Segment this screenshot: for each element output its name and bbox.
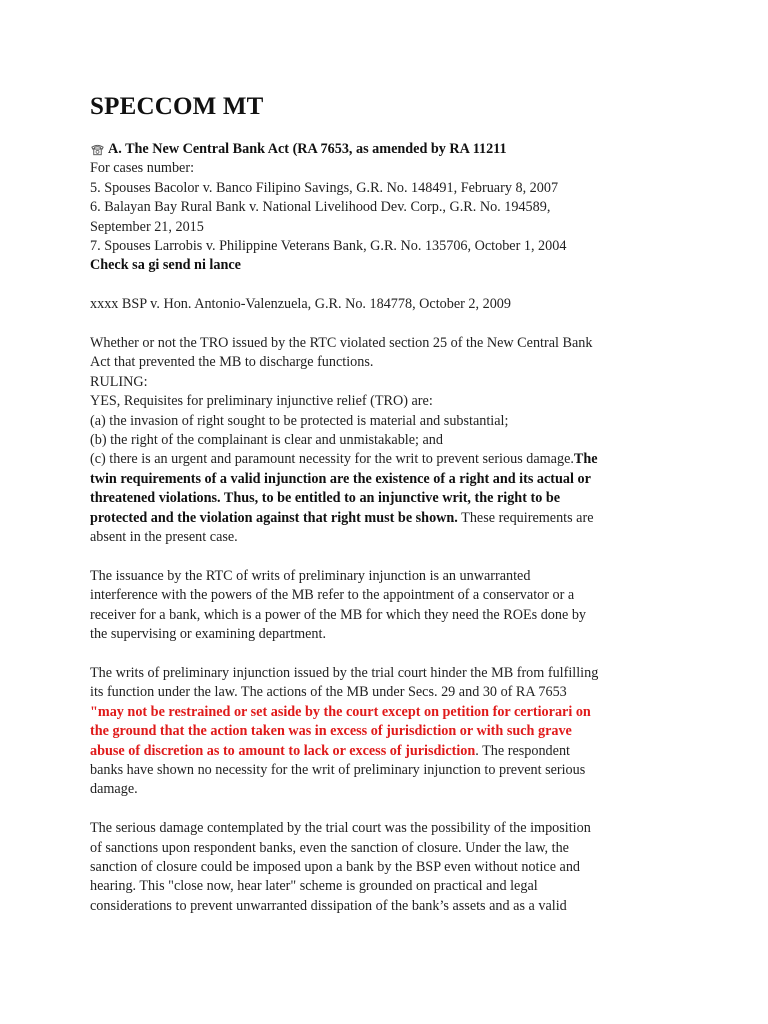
paragraph-line: damage. xyxy=(90,781,138,798)
paragraph-line: interference with the powers of the MB refer to the appointment of a conservator or a xyxy=(90,587,575,604)
telephone-icon xyxy=(90,143,105,157)
paragraph-line: absent in the present case. xyxy=(90,529,238,546)
paragraph-line: hearing. This "close now, hear later" scheme is grounded on practical and legal xyxy=(90,878,538,895)
issue-line: Act that prevented the MB to discharge functions. xyxy=(90,354,374,371)
red-emphasis-line xyxy=(90,742,680,761)
after-bold-text: These requirements are xyxy=(457,509,594,526)
document-page xyxy=(90,92,680,916)
paragraph-line: the supervising or examining department. xyxy=(90,626,327,643)
check-note: Check sa gi send ni lance xyxy=(90,257,241,274)
cases-intro: For cases number: xyxy=(90,160,195,177)
red-emphasis-line: "may not be restrained or set aside by the court except on petition for certiorari on xyxy=(90,703,591,720)
requisite-item xyxy=(90,450,680,469)
paragraph-line: The serious damage contemplated by the trial court was the possibility of the imposition xyxy=(90,820,591,837)
paragraph-line: of sanctions upon respondent banks, even the sanction of closure. Under the law, the xyxy=(90,839,569,856)
case-item: 6. Balayan Bay Rural Bank v. National Livelihood Dev. Corp., G.R. No. 194589, xyxy=(90,199,551,216)
paragraph-line: considerations to prevent unwarranted dissipation of the bank’s assets and as a valid xyxy=(90,897,567,914)
case-item: 5. Spouses Bacolor v. Banco Filipino Savings, G.R. No. 148491, February 8, 2007 xyxy=(90,179,559,196)
paragraph-line: banks have shown no necessity for the writ of preliminary injunction to prevent serious xyxy=(90,761,586,778)
section-heading xyxy=(90,140,680,159)
section-heading-text: A. The New Central Bank Act (RA 7653, as amended by RA 11211 xyxy=(108,141,507,157)
paragraph-line: The writs of preliminary injunction issued by the trial court hinder the MB from fulfilling xyxy=(90,664,599,681)
paragraph-line: The issuance by the RTC of writs of preliminary injunction is an unwarranted xyxy=(90,567,531,584)
bold-emphasis-line: threatened violations. Thus, to be entitled to an injunctive writ, the right to be xyxy=(90,490,561,507)
requisite-c-text: (c) there is an urgent and paramount necessity for the writ to prevent serious damage. xyxy=(90,451,574,468)
case-item: September 21, 2015 xyxy=(90,218,204,235)
paragraph-line: receiver for a bank, which is a power of the MB for which they need the ROEs done by xyxy=(90,606,587,623)
red-emphasis-end: abuse of discretion as to amount to lack or excess of jurisdiction xyxy=(90,742,476,759)
paragraph-line: sanction of closure could be imposed upon a bank by the BSP even without notice and xyxy=(90,858,581,875)
bold-emphasis: The xyxy=(573,451,598,468)
ruling-label: RULING: xyxy=(90,373,148,390)
red-emphasis-line: the ground that the action taken was in excess of jurisdiction or with such grave xyxy=(90,723,572,740)
bold-emphasis-line xyxy=(90,509,680,528)
requisite-item: (b) the right of the complainant is clear and unmistakable; and xyxy=(90,432,443,449)
after-red-text: . The respondent xyxy=(475,742,570,759)
document-title: SPECCOM MT xyxy=(90,93,264,120)
requisite-item: (a) the invasion of right sought to be protected is material and substantial; xyxy=(90,412,509,429)
case-item: 7. Spouses Larrobis v. Philippine Veterans Bank, G.R. No. 135706, October 1, 2004 xyxy=(90,238,567,255)
ruling-intro: YES, Requisites for preliminary injunctive relief (TRO) are: xyxy=(90,393,433,410)
bold-emphasis-end: protected and the violation against that right must be shown. xyxy=(90,509,458,526)
issue-line: Whether or not the TRO issued by the RTC violated section 25 of the New Central Bank xyxy=(90,335,593,352)
case-citation: xxxx BSP v. Hon. Antonio-Valenzuela, G.R. No. 184778, October 2, 2009 xyxy=(90,296,511,313)
bold-emphasis-line: twin requirements of a valid injunction are the existence of a right and its actual or xyxy=(90,470,591,487)
paragraph-line: its function under the law. The actions of the MB under Secs. 29 and 30 of RA 7653 xyxy=(90,684,567,701)
